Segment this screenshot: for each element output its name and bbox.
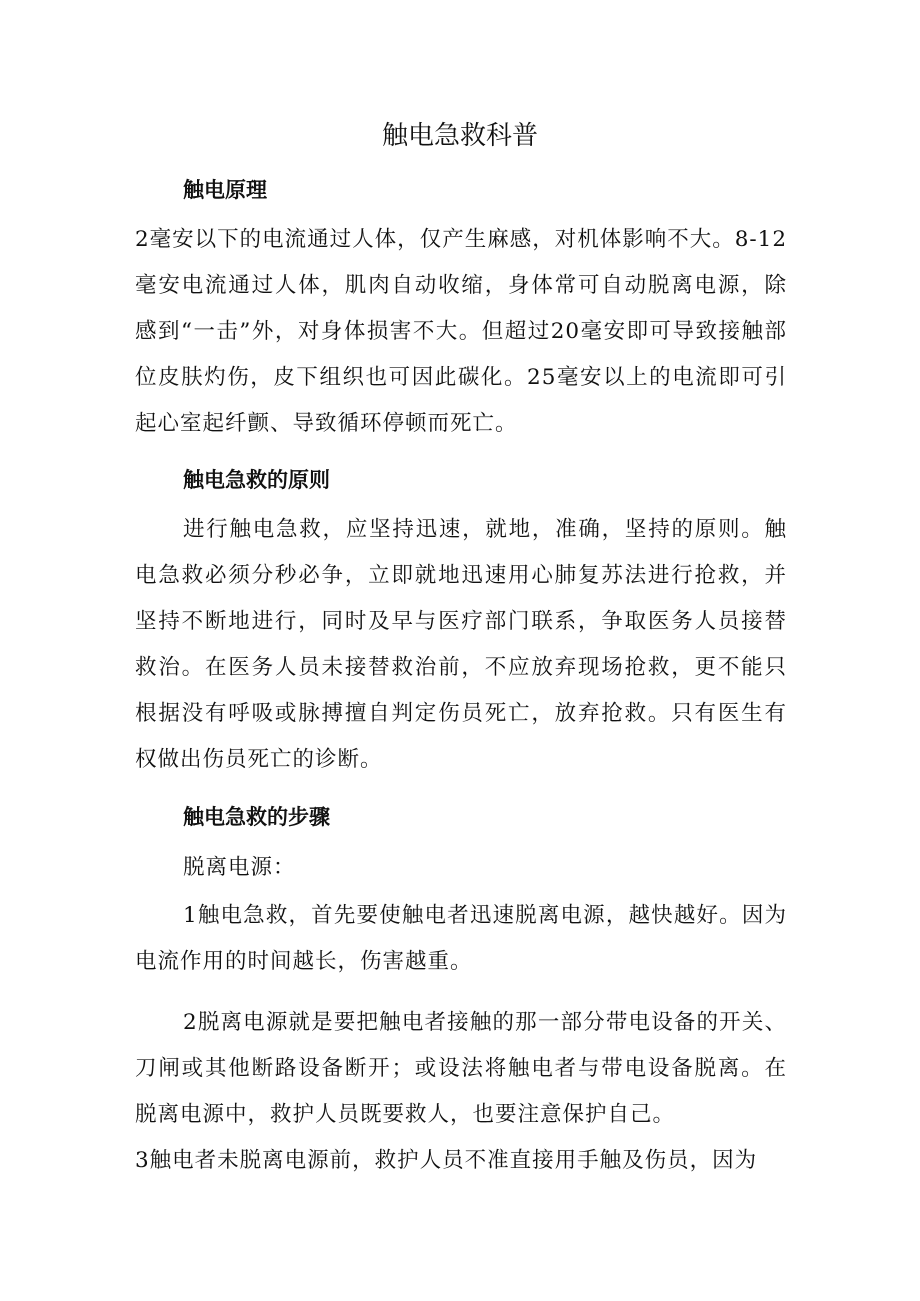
section-paragraph-rules: 进行触电急救，应坚持迅速，就地，准确，坚持的原则。触电急救必须分秒必争，立即就地迅速用心肺复苏法进行抢救，并坚持不断地进行，同时及早与医疗部门联系，争取医务人员接替救治。在医务人员未接替救治前，不应放弃现场抢救，更不能只根据没有呼吸或脉搏擅自判定伤员死亡，放弃抢救。只有医生有权做出伤员死亡的诊断。 bbox=[135, 517, 787, 772]
steps-subheading: 脱离电源： bbox=[183, 855, 296, 880]
page-title: 触电急救科普 bbox=[381, 121, 538, 151]
step-paragraph-2: 2脱离电源就是要把触电者接触的那一部分带电设备的开关、刀闸或其他断路设备断开；或设法将触电者与带电设备脱离。在脱离电源中，救护人员既要救人，也要注意保护自己。 bbox=[135, 1010, 787, 1127]
step-paragraph-3: 3触电者未脱离电源前，救护人员不准直接用手触及伤员，因为 bbox=[135, 1148, 758, 1173]
section-heading-principle: 触电原理 bbox=[183, 178, 267, 202]
section-heading-steps: 触电急救的步骤 bbox=[183, 805, 330, 829]
section-heading-rules: 触电急救的原则 bbox=[183, 468, 330, 492]
section-paragraph-principle: 2毫安以下的电流通过人体，仅产生麻感，对机体影响不大。8-12毫安电流通过人体，肌肉自动收缩，身体常可自动脱离电源，除感到“一击”外，对身体损害不大。但超过20毫安即可导致接触部位皮肤灼伤，皮下组织也可因此碳化。25毫安以上的电流即可引起心室起纤颤、导致循环停顿而死亡。 bbox=[135, 227, 787, 436]
step-paragraph-1: 1触电急救，首先要使触电者迅速脱离电源，越快越好。因为电流作用的时间越长，伤害越重。 bbox=[135, 903, 787, 974]
